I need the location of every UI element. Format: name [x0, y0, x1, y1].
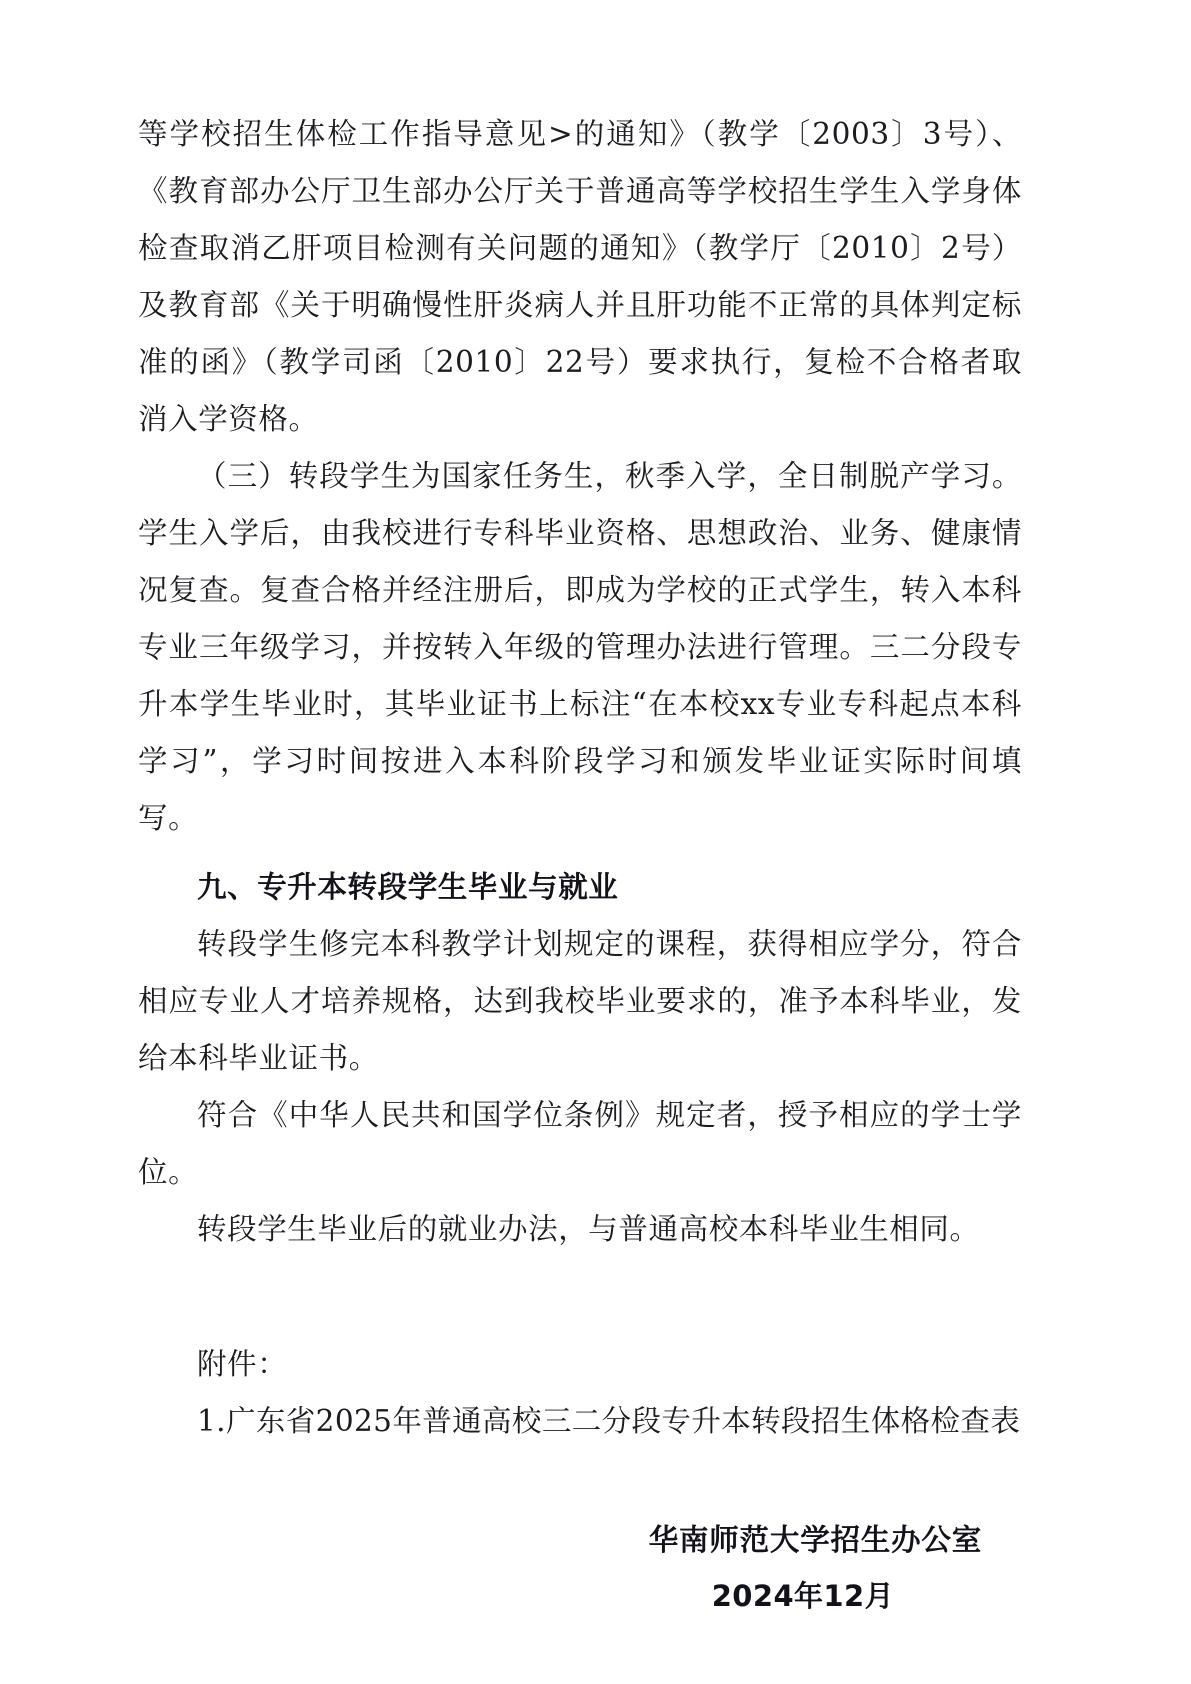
attachment-item: 1.广东省2025年普通高校三二分段专升本转段招生体格检查表	[197, 1404, 1021, 1438]
paragraph-graduation-requirements: 转段学生修完本科教学计划规定的课程，获得相应学分，符合相应专业人才培养规格，达到我校毕业要求的，准予本科毕业，发给本科毕业证书。	[138, 927, 1022, 1075]
paragraph-employment-policy: 转段学生毕业后的就业办法，与普通高校本科毕业生相同。	[197, 1212, 980, 1246]
section-heading-graduation-employment: 九、专升本转段学生毕业与就业	[197, 870, 619, 904]
page-content	[138, 106, 1022, 1624]
signature-date: 2024年12月	[711, 1579, 894, 1613]
attachments-label: 附件：	[197, 1347, 288, 1381]
signature-organization: 华南师范大学招生办公室	[648, 1523, 982, 1557]
paragraph-degree-award: 符合《中华人民共和国学位条例》规定者，授予相应的学士学位。	[138, 1098, 1022, 1189]
paragraph-item-three: （三）转段学生为国家任务生，秋季入学，全日制脱产学习。学生入学后，由我校进行专科毕业资格、思想政治、业务、健康情况复查。复查合格并经注册后，即成为学校的正式学生，转入本科专业三年级学习，并按转入年级的管理办法进行管理。三二分段专升本学生毕业时，其毕业证书上标注“在本校xx专业专科起点本科学习”，学习时间按进入本科阶段学习和颁发毕业证实际时间填写。	[138, 459, 1022, 835]
spacer-before-attachments	[138, 1258, 1022, 1336]
signature-block	[138, 1512, 1022, 1624]
paragraph-continued-regulations: 等学校招生体检工作指导意见>的通知》（教学〔2003〕3号）、《教育部办公厅卫生部办公厅关于普通高等学校招生学生入学身体检查取消乙肝项目检测有关问题的通知》（教学厅〔2010〕2号）及教育部《关于明确慢性肝炎病人并且肝功能不正常的具体判定标准的函》（教学司函〔2010〕22号）要求执行，复检不合格者取消入学资格。	[138, 117, 1022, 436]
spacer-before-heading	[138, 847, 1022, 859]
